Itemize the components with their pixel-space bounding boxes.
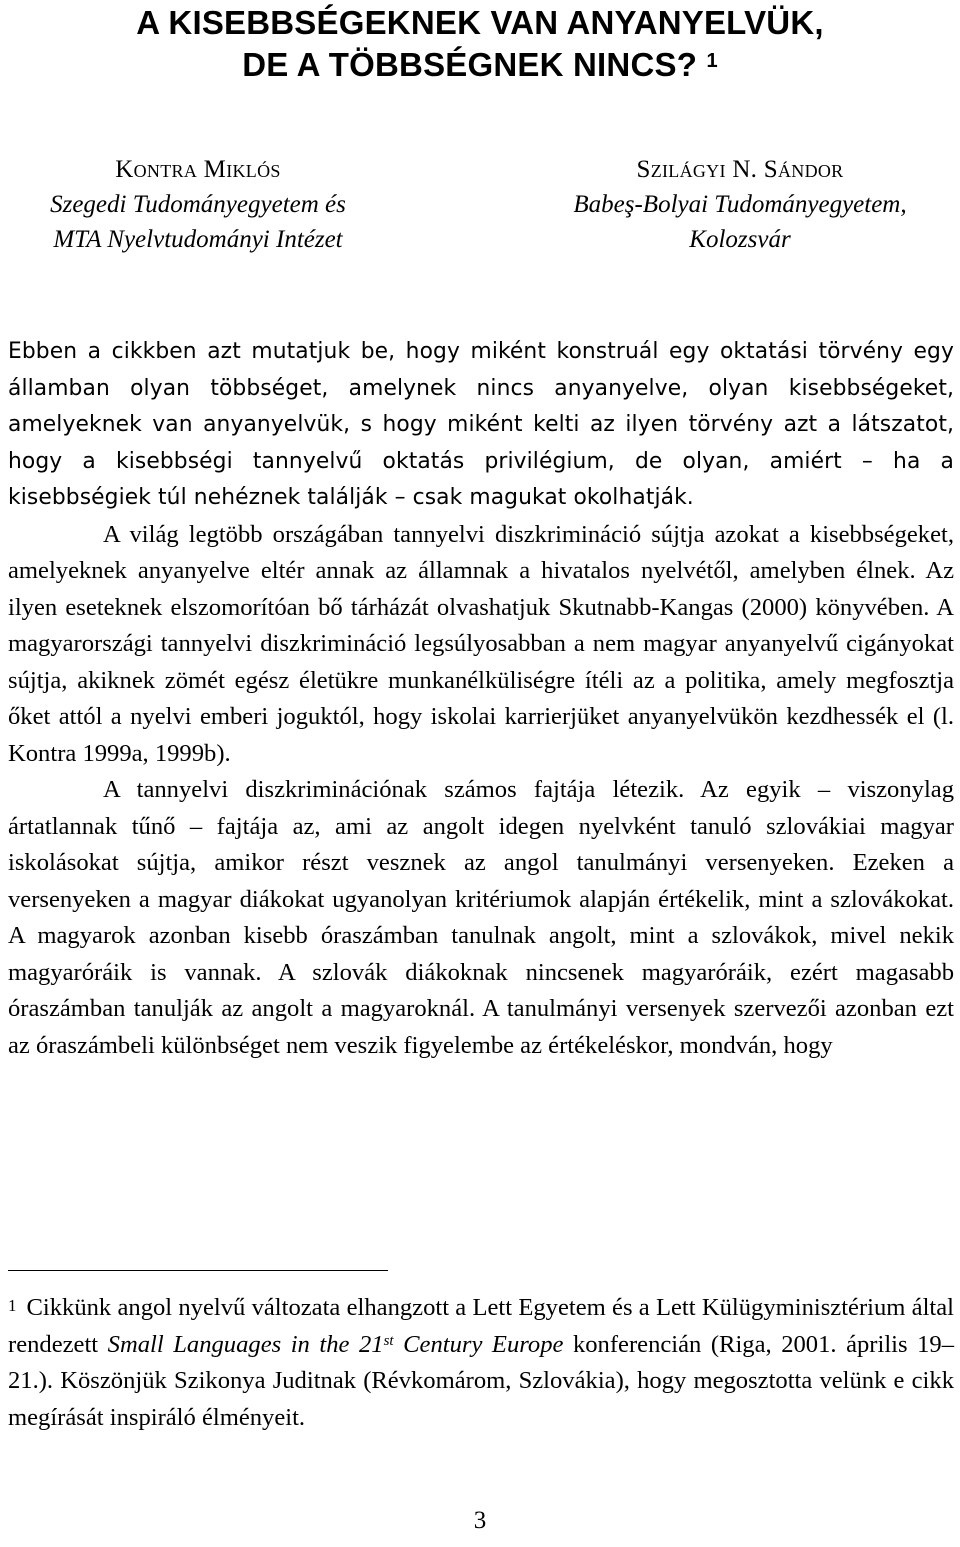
- author-2: [515, 152, 960, 257]
- abstract: Ebben a cikkben azt mutatjuk be, hogy miként konstruál egy oktatási törvény egy államban olyan többséget, amelynek nincs anyanyelve, olyan kisebbségeket, amelyeknek van anyanyelvük, s hogy miként kelti az ilyen törvény azt a látszatot, hogy a kisebbségi tannyelvű oktatás privilégium, de olyan, amiért – ha a kisebbségiek túl nehéznek találják – csak magukat okolhatják.: [8, 339, 954, 510]
- title-line-2: [0, 44, 960, 86]
- title-line-2-text: DE A TÖBBSÉGNEK NINCS?: [242, 46, 698, 83]
- title-footnote-marker: 1: [706, 50, 718, 72]
- title-line-1: A KISEBBSÉGEKNEK VAN ANYANYELVÜK,: [136, 4, 824, 41]
- footnote-marker: 1: [8, 1296, 17, 1315]
- author-1-affiliation-line-1: Szegedi Tudományegyetem és: [50, 191, 346, 218]
- footnote-italic-part-2: Century Europe: [393, 1330, 564, 1358]
- author-2-affiliation-line-2: Kolozsvár: [689, 226, 791, 253]
- paper-body: [8, 334, 954, 1064]
- footnote-text-before: Cikkünk angol nyelvű változata elhangzott a Lett Egyetem és a Lett Külügyminisztérium által rendezett: [8, 1294, 954, 1358]
- footnote-separator: [8, 1270, 388, 1271]
- author-2-name: Szilágyi N. Sándor: [636, 156, 844, 183]
- footnote-italic-part-1: Small Languages in the 21: [107, 1330, 384, 1358]
- author-1: [8, 152, 388, 257]
- author-1-affiliation-line-2: MTA Nyelvtudományi Intézet: [53, 226, 343, 253]
- footnote: [8, 1290, 954, 1436]
- page-number: 3: [473, 1507, 487, 1534]
- footnote-text-after: konferencián (Riga, 2001. április 19–21.). Köszönjük Szikonya Juditnak (Révkomárom, Szlovákia), hogy megosztotta velünk e cikk megírását inspiráló élményeit.: [8, 1330, 954, 1431]
- author-block: [0, 152, 960, 262]
- footnote-italic-title: [108, 1331, 564, 1358]
- author-1-name: Kontra Miklós: [115, 156, 281, 183]
- paper-title: [0, 2, 960, 86]
- footnote-superscript: st: [383, 1332, 394, 1349]
- body-paragraph-2: A tannyelvi diszkriminációnak számos fajtája létezik. Az egyik – viszonylag ártatlannak tűnő – fajtája az, ami az angolt idegen nyelvként tanuló szlovákiai magyar iskolásokat sújtja, amikor részt vesznek az angol tanulmányi versenyeken. Ezeken a versenyeken a magyar diákokat ugyanolyan kritériumok alapján értékelik, mint a szlovákokat. A magyarok azonban kisebb óraszámban tanulnak angolt, mint a szlovákok, mivel nekik magyaróráik is vannak. A szlovák diákoknak nincsenek magyaróráik, ezért magasabb óraszámban tanulják az angolt a magyaroknál. A tanulmányi versenyek szervezői azonban ezt az óraszámbeli különbséget nem veszik figyelembe az értékeléskor, mondván, hogy: [8, 776, 954, 1059]
- author-2-affiliation-line-1: Babeş-Bolyai Tudományegyetem,: [573, 191, 907, 218]
- body-paragraph-1: A világ legtöbb országában tannyelvi diszkrimináció sújtja azokat a kisebbségeket, amelyeknek anyanyelve eltér annak az államnak a hivatalos nyelvétől, amelyben élnek. Az ilyen eseteknek elszomorítóan bő tárházát olvashatjuk Skutnabb-Kangas (2000) könyvében. A magyarországi tannyelvi diszkrimináció legsúlyosabban a nem magyar anyanyelvű cigányokat sújtja, akiknek zömét egész életükre munkanélküliségre ítéli az a politika, amely megfosztja őket attól a nyelvi emberi joguktól, hogy iskolai karrierjüket anyanyelvükön kezdhessék el (l. Kontra 1999a, 1999b).: [8, 520, 954, 767]
